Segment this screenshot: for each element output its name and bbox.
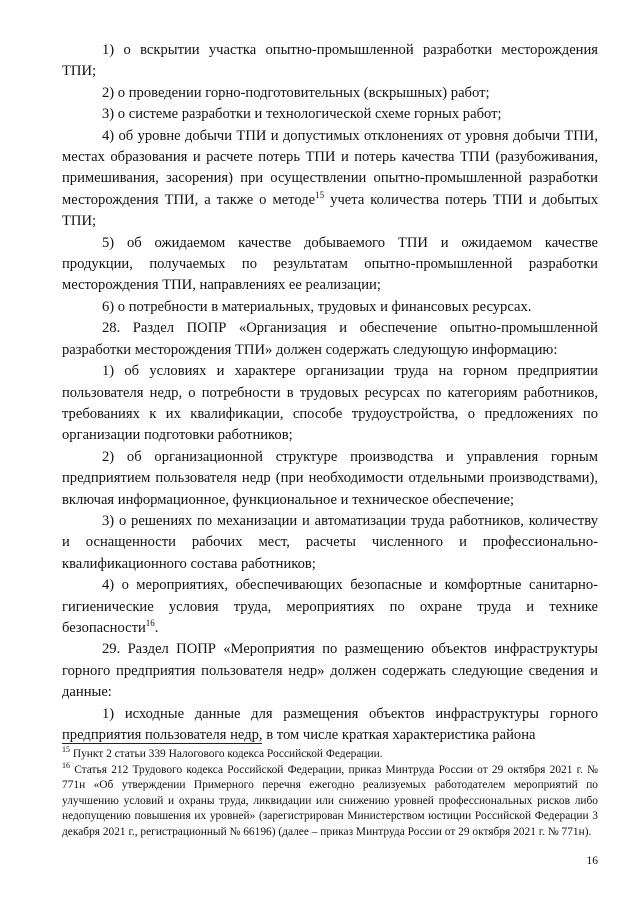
paragraph-text: 29. Раздел ПОПР «Мероприятия по размещению объектов инфраструктуры горного предприятия пользователя недр» должен содержать следующие сведения и данные: bbox=[62, 641, 598, 701]
paragraph-text: 1) исходные данные для размещения объектов инфраструктуры горного предприятия пользователя недр, в том числе краткая характеристика района bbox=[62, 705, 598, 743]
footnotes bbox=[62, 747, 598, 841]
paragraph-text: 4) о мероприятиях, обеспечивающих безопасные и комфортные санитарно-гигиенические условия труда, мероприятиях по охране труда и технике безопасности bbox=[62, 577, 598, 636]
paragraph-text: 28. Раздел ПОПР «Организация и обеспечение опытно-промышленной разработки месторождения ТПИ» должен содержать следующую информацию: bbox=[62, 320, 598, 358]
paragraph-text-continued: . bbox=[154, 619, 159, 636]
footnote-number: 16 bbox=[62, 760, 70, 770]
paragraph-text: 5) об ожидаемом качестве добываемого ТПИ и ожидаемом качестве продукции, получаемых по результатам опытно-промышленной разработки месторождения ТПИ, направлениях ее реализации; bbox=[62, 234, 598, 294]
footnote-ref-15[interactable]: 15 bbox=[315, 189, 325, 200]
section-28-item-2 bbox=[62, 447, 598, 511]
paragraph-text: 3) о решениях по механизации и автоматизации труда работников, количеству и оснащенности рабочих мест, расчеты численного и профессионально-квалификационного состава работников; bbox=[62, 512, 598, 572]
paragraph-text: 1) о вскрытии участка опытно-промышленной разработки месторождения ТПИ; bbox=[62, 42, 598, 80]
footnote-number: 15 bbox=[62, 745, 70, 755]
page-number: 16 bbox=[586, 855, 598, 867]
body-text bbox=[62, 40, 598, 746]
list-item-6 bbox=[62, 297, 598, 318]
paragraph-text: 3) о системе разработки и технологической схеме горных работ; bbox=[102, 106, 502, 123]
footnote-text: Статья 212 Трудового кодекса Российской Федерации, приказ Минтруда России от 29 октября 2021 г. № 771н «Об утверждении Примерного перечня ежегодно реализуемых работодателем мероприятий по улучшению условий и охраны труда, ликвидации или снижению уровней профессиональных рисков либо недопущению повышения их уровней» (зарегистрирован Министерством юстиции Российской Федерации 3 декабря 2021 г., регистрационный № 66196) (далее – приказ Минтруда России от 29 октября 2021 г. № 771н). bbox=[62, 763, 598, 838]
paragraph-text: 4) об уровне добычи ТПИ и допустимых отклонениях от уровня добычи ТПИ, местах образования и расчете потерь ТПИ и потерь качества ТПИ (разубоживания, примешивания, засорения) при осуществлении опытно-промышленной разработки месторождения ТПИ, а также о методе bbox=[62, 127, 598, 208]
list-item-3 bbox=[62, 104, 598, 125]
section-28-heading bbox=[62, 318, 598, 361]
section-28-item-1 bbox=[62, 361, 598, 447]
paragraph-text: 6) о потребности в материальных, трудовых и финансовых ресурсах. bbox=[102, 298, 532, 315]
list-item-1 bbox=[62, 40, 598, 83]
paragraph-text: 1) об условиях и характере организации труда на горном предприятии пользователя недр, о потребности в трудовых ресурсах по категориям работников, требованиях к их квалификации, способе трудоустройства, о предложениях по организации подготовки работников; bbox=[62, 363, 598, 444]
section-28-item-3 bbox=[62, 511, 598, 575]
footnote-ref-16[interactable]: 16 bbox=[145, 618, 155, 629]
paragraph-text-continued: учета количества потерь ТПИ и добытых ТПИ; bbox=[62, 191, 598, 230]
list-item-5 bbox=[62, 233, 598, 297]
list-item-4 bbox=[62, 126, 598, 233]
footnote-text: Пункт 2 статьи 339 Налогового кодекса Российской Федерации. bbox=[70, 748, 383, 760]
list-item-2 bbox=[62, 83, 598, 104]
footnote-16 bbox=[62, 760, 598, 841]
paragraph-text: 2) о проведении горно-подготовительных (вскрышных) работ; bbox=[102, 84, 490, 101]
section-29-heading bbox=[62, 639, 598, 703]
footnote-divider bbox=[62, 743, 262, 744]
section-28-item-4 bbox=[62, 575, 598, 639]
section-29-item-1 bbox=[62, 704, 598, 747]
paragraph-text: 2) об организационной структуре производства и управления горным предприятием пользователя недр (при необходимости отдельными производствами), включая информационное, функциональное и техническое обеспечение; bbox=[62, 448, 598, 508]
footnote-15 bbox=[62, 747, 598, 763]
